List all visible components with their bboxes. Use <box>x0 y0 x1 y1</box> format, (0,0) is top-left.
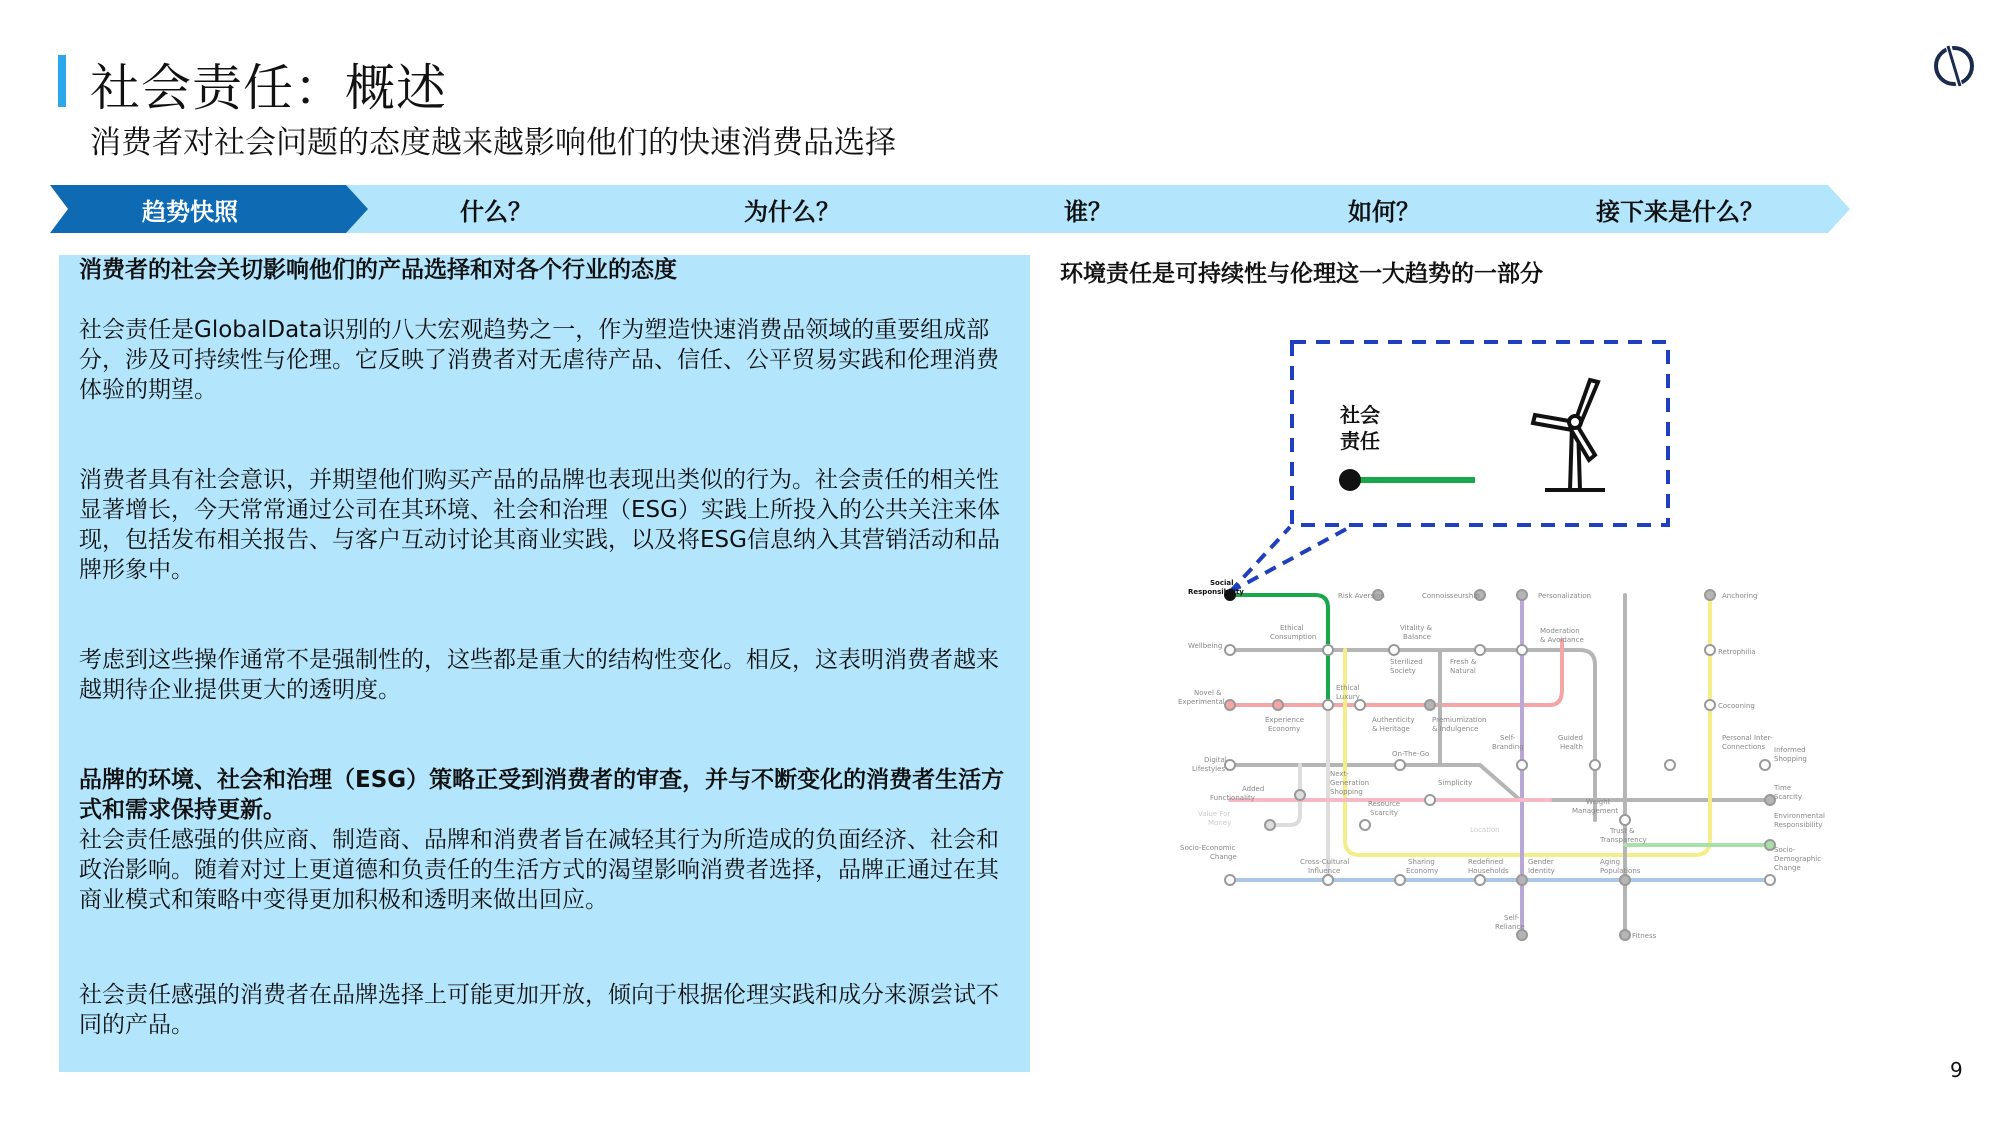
svg-text:Transparency: Transparency <box>1600 836 1647 844</box>
station-dot <box>1339 469 1361 491</box>
title-accent-bar <box>58 55 66 107</box>
svg-text:Households: Households <box>1468 867 1509 875</box>
svg-text:Luxury: Luxury <box>1336 693 1360 701</box>
svg-text:Self-: Self- <box>1504 914 1520 922</box>
svg-text:Trust &: Trust & <box>1610 827 1635 835</box>
svg-text:Change: Change <box>1774 864 1801 872</box>
svg-text:Demographic: Demographic <box>1774 855 1822 863</box>
svg-text:Economy: Economy <box>1406 867 1439 875</box>
tab-why[interactable]: 为什么？ <box>642 185 942 233</box>
svg-text:Generation: Generation <box>1330 779 1370 787</box>
svg-text:Sterilized: Sterilized <box>1390 658 1423 666</box>
tab-whats-next[interactable]: 接下来是什么？ <box>1530 185 1830 233</box>
right-heading: 环境责任是可持续性与伦理这一大趋势的一部分 <box>1060 261 1543 287</box>
svg-text:& Avoidance: & Avoidance <box>1540 636 1584 644</box>
trend-metro-map <box>1150 579 1825 950</box>
svg-text:Society: Society <box>1390 667 1416 675</box>
svg-text:Socio-: Socio- <box>1774 846 1796 854</box>
svg-text:Functionality: Functionality <box>1210 794 1255 802</box>
brand-logo-icon <box>1930 40 1978 92</box>
svg-text:Fresh &: Fresh & <box>1450 658 1477 666</box>
svg-text:Informed: Informed <box>1774 746 1806 754</box>
paragraph-2: 消费者具有社会意识，并期望他们购买产品的品牌也表现出类似的行为。社会责任的相关性显著增长，今天常常通过公司在其环境、社会和治理（ESG）实践上所投入的公共关注来体现，包括发布相关报告、与客户互动讨论其商业实践，以及将ESG信息纳入其营销活动和品牌形象中。 <box>79 467 1000 583</box>
svg-text:Natural: Natural <box>1450 667 1476 675</box>
svg-text:Self-: Self- <box>1500 734 1516 742</box>
svg-text:Cocooning: Cocooning <box>1718 702 1755 710</box>
svg-text:Socio-Economic: Socio-Economic <box>1180 844 1236 852</box>
tab-who[interactable]: 谁？ <box>938 185 1238 233</box>
svg-text:Reliance: Reliance <box>1495 923 1525 931</box>
svg-text:Experience: Experience <box>1265 716 1305 724</box>
svg-text:Time: Time <box>1774 784 1792 792</box>
svg-text:Simplicity: Simplicity <box>1438 779 1473 787</box>
svg-text:Balance: Balance <box>1403 633 1431 641</box>
svg-text:Scarcity: Scarcity <box>1370 809 1398 817</box>
svg-text:Ethical: Ethical <box>1280 624 1304 632</box>
svg-text:Aging: Aging <box>1600 858 1621 866</box>
tab-what[interactable]: 什么？ <box>346 185 646 233</box>
svg-text:Influence: Influence <box>1308 867 1341 875</box>
svg-text:Resource: Resource <box>1368 800 1401 808</box>
svg-text:Guided: Guided <box>1558 734 1583 742</box>
svg-text:Fitness: Fitness <box>1632 932 1657 940</box>
svg-text:Consumption: Consumption <box>1270 633 1317 641</box>
svg-text:& Heritage: & Heritage <box>1372 725 1410 733</box>
svg-text:Populations: Populations <box>1600 867 1641 875</box>
page-title: 社会责任：概述 <box>90 59 447 117</box>
svg-text:Change: Change <box>1210 853 1237 861</box>
page-number: 9 <box>1950 1058 1963 1082</box>
paragraph-3: 考虑到这些操作通常不是强制性的，这些都是重大的结构性变化。相反，这表明消费者越来越期待企业提供更大的透明度。 <box>79 647 999 703</box>
svg-text:Economy: Economy <box>1268 725 1301 733</box>
tab-trend-snapshot[interactable]: 趋势快照 <box>50 185 350 233</box>
svg-text:Risk Aversion: Risk Aversion <box>1338 592 1385 600</box>
svg-text:Responsibility: Responsibility <box>1774 821 1823 829</box>
svg-text:Added: Added <box>1242 785 1265 793</box>
svg-text:Personal Inter-: Personal Inter- <box>1722 734 1773 742</box>
svg-text:Weight: Weight <box>1586 798 1611 806</box>
svg-text:Shopping: Shopping <box>1330 788 1363 796</box>
zoom-label: 社会 责任 <box>1340 403 1380 453</box>
svg-text:Novel &: Novel & <box>1194 689 1222 697</box>
wind-turbine-icon <box>1533 380 1605 490</box>
svg-text:Connoisseurship: Connoisseurship <box>1422 592 1480 600</box>
svg-text:Location: Location <box>1470 826 1500 834</box>
svg-text:Money: Money <box>1208 819 1232 827</box>
svg-text:Ethical: Ethical <box>1336 684 1360 692</box>
trend-navigation <box>50 185 1850 233</box>
svg-text:Moderation: Moderation <box>1540 627 1580 635</box>
svg-text:Connections: Connections <box>1722 743 1766 751</box>
tab-how[interactable]: 如何？ <box>1234 185 1534 233</box>
svg-text:Lifestyles: Lifestyles <box>1192 765 1226 773</box>
svg-text:Environmental: Environmental <box>1774 812 1825 820</box>
svg-text:Sharing: Sharing <box>1408 858 1435 866</box>
svg-text:Personalization: Personalization <box>1538 592 1592 600</box>
svg-text:& Indulgence: & Indulgence <box>1432 725 1479 733</box>
svg-text:Social: Social <box>1210 579 1234 587</box>
svg-text:Management: Management <box>1572 807 1619 815</box>
paragraph-4: 社会责任感强的供应商、制造商、品牌和消费者旨在减轻其行为所造成的负面经济、社会和政治影响。随着对过上更道德和负责任的生活方式的渴望影响消费者选择，品牌正通过在其商业模式和策略中变得更加积极和透明来做出回应。 <box>79 827 999 913</box>
svg-text:Responsibility: Responsibility <box>1188 588 1244 596</box>
svg-text:Authenticity: Authenticity <box>1372 716 1415 724</box>
panel-heading: 消费者的社会关切影响他们的产品选择和对各个行业的态度 <box>79 257 677 283</box>
svg-text:Premiumization: Premiumization <box>1432 716 1487 724</box>
svg-text:On-The-Go: On-The-Go <box>1392 750 1430 758</box>
paragraph-1: 社会责任是GlobalData识别的八大宏观趋势之一，作为塑造快速消费品领域的重要组成部分，涉及可持续性与伦理。它反映了消费者对无虐待产品、信任、公平贸易实践和伦理消费体验的期望。 <box>79 317 999 403</box>
svg-text:Identity: Identity <box>1528 867 1555 875</box>
svg-text:Vitality &: Vitality & <box>1400 624 1433 632</box>
svg-text:Shopping: Shopping <box>1774 755 1807 763</box>
paragraph-5: 社会责任感强的消费者在品牌选择上可能更加开放，倾向于根据伦理实践和成分来源尝试不同的产品。 <box>79 982 999 1038</box>
svg-text:Branding: Branding <box>1492 743 1524 751</box>
svg-text:Health: Health <box>1560 743 1583 751</box>
svg-text:Experimental: Experimental <box>1178 698 1225 706</box>
page-subtitle: 消费者对社会问题的态度越来越影响他们的快速消费品选择 <box>90 125 896 161</box>
paragraph-4-heading: 品牌的环境、社会和治理（ESG）策略正受到消费者的审查，并与不断变化的消费者生活方式和需求保持更新。 <box>79 767 1005 823</box>
svg-text:Anchoring: Anchoring <box>1722 592 1758 600</box>
svg-text:Wellbeing: Wellbeing <box>1188 642 1223 650</box>
svg-text:Next-: Next- <box>1330 770 1349 778</box>
svg-text:Scarcity: Scarcity <box>1774 793 1802 801</box>
svg-text:Gender: Gender <box>1528 858 1554 866</box>
svg-text:Redefined: Redefined <box>1468 858 1504 866</box>
svg-text:Retrophilia: Retrophilia <box>1718 648 1756 656</box>
svg-text:Value For: Value For <box>1198 810 1231 818</box>
overview-text-panel <box>59 255 1030 1072</box>
svg-text:Cross-Cultural: Cross-Cultural <box>1300 858 1350 866</box>
svg-text:Digital: Digital <box>1204 756 1227 764</box>
